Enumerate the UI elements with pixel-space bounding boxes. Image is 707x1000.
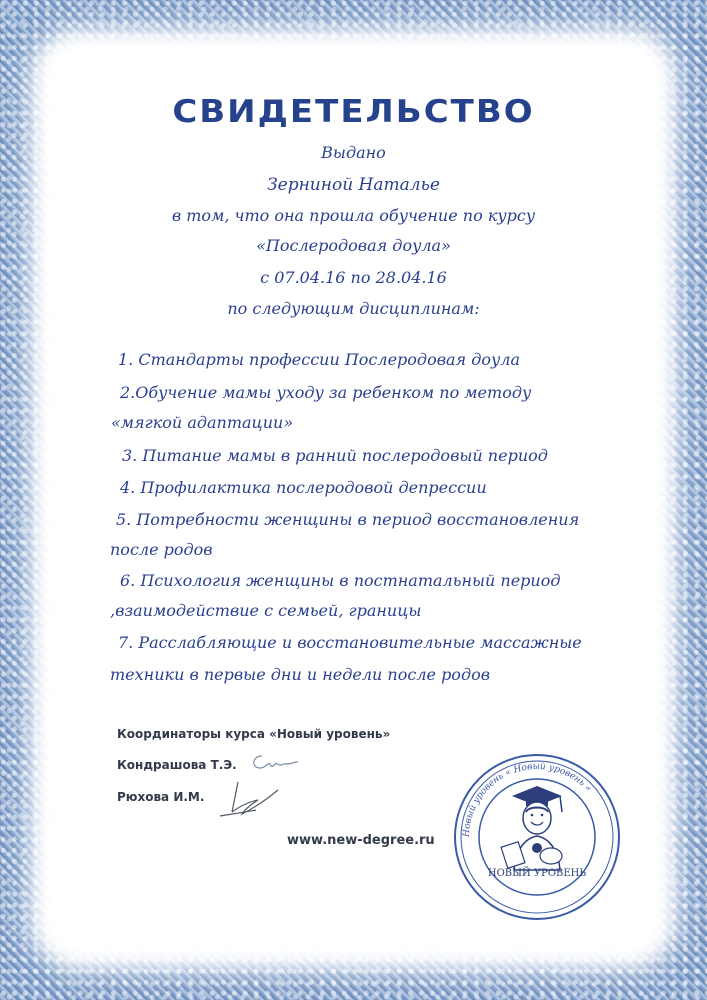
course-dates: с 07.04.16 по 28.04.16: [260, 268, 447, 287]
organization-seal: [452, 752, 622, 922]
discipline-line: «мягкой адаптации»: [111, 413, 294, 432]
discipline-line: ,взаимодействие с семьей, границы: [110, 601, 422, 620]
discipline-line: 2.Обучение мамы уходу за ребенком по методу: [120, 383, 532, 402]
issued-label: Выдано: [321, 143, 386, 162]
seal-ring-text: Новый уровень « Новый уровень «: [461, 761, 594, 838]
signature-kondrashova: [248, 750, 300, 776]
recipient-name: Зерниной Наталье: [267, 175, 440, 195]
discipline-line: 5. Потребности женщины в период восстановления: [116, 510, 580, 529]
discipline-line: 7. Расслабляющие и восстановительные массажные: [118, 633, 582, 652]
coordinators-label: Координаторы курса «Новый уровень»: [117, 727, 391, 741]
discipline-line: 4. Профилактика послеродовой депрессии: [120, 478, 487, 497]
signature-ryukhova: [212, 778, 282, 822]
discipline-line: 6. Психология женщины в постнатальный период: [120, 571, 561, 590]
website-url: www.new-degree.ru: [287, 833, 435, 848]
discipline-line: после родов: [110, 540, 213, 559]
statement-text: в том, что она прошла обучение по курсу: [171, 206, 536, 225]
coordinator-kondrashova: Кондрашова Т.Э.: [117, 758, 237, 772]
coordinator-ryukhova: Рюхова И.М.: [117, 790, 205, 804]
graduate-logo: [501, 786, 562, 870]
course-name: «Послеродовая доула»: [256, 236, 451, 255]
disciplines-intro: по следующим дисциплинам:: [227, 299, 480, 318]
seal-name: НОВЫЙ УРОВЕНЬ: [487, 868, 587, 879]
discipline-line: 1. Стандарты профессии Послеродовая доула: [118, 350, 521, 369]
discipline-line: техники в первые дни и недели после родов: [110, 665, 491, 684]
certificate-title: СВИДЕТЕЛЬСТВО: [172, 93, 535, 131]
discipline-line: 3. Питание мамы в ранний послеродовый период: [122, 446, 548, 465]
